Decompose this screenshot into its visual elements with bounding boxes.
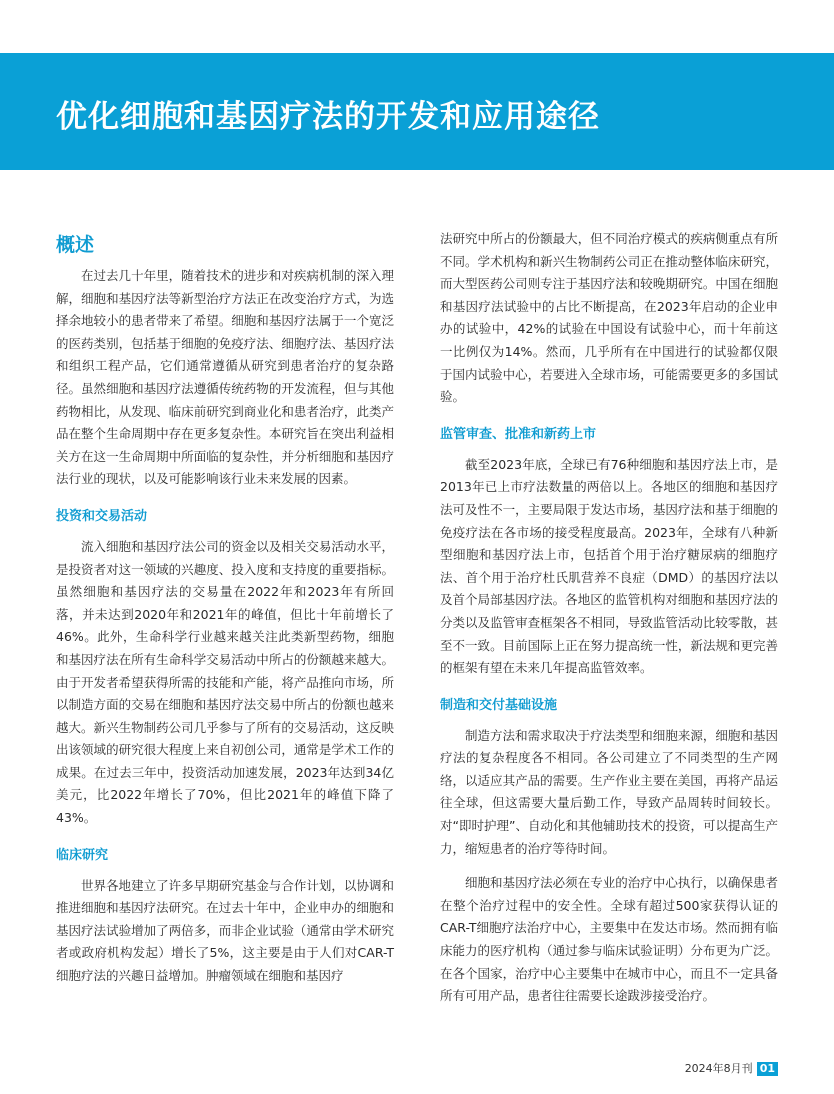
- page-footer: [685, 1060, 778, 1076]
- page-title: 优化细胞和基因疗法的开发和应用途径: [56, 99, 600, 135]
- investment-heading: 投资和交易活动: [56, 508, 148, 524]
- manufacturing-paragraph-2: 细胞和基因疗法必须在专业的治疗中心执行，以确保患者在整个治疗过程中的安全性。全球有超过500家获得认证的CAR-T细胞疗法治疗中心，主要集中在发达市场。然而拥有临床能力的医疗机构（通过参与临床试验证明）分布更为广泛。在各个国家，治疗中心主要集中在城市中心，而且不一定具备所有可用产品，患者往往需要长途跋涉接受治疗。: [440, 875, 778, 1004]
- manufacturing-paragraph-1: 制造方法和需求取决于疗法类型和细胞来源，细胞和基因疗法的复杂程度各不相同。各公司建立了不同类型的生产网络，以适应其产品的需要。生产作业主要在美国，再将产品运往全球，但这需要大量后勤工作，导致产品周转时间较长。对“即时护理”、自动化和其他辅助技术的投资，可以提高生产力，缩短患者的治疗等待时间。: [440, 727, 778, 856]
- title-banner: [0, 53, 834, 170]
- manufacturing-heading: 制造和交付基础设施: [440, 697, 558, 713]
- clinical-paragraph-continued: 法研究中所占的份额最大，但不同治疗模式的疾病侧重点有所不同。学术机构和新兴生物制药公司正在推动整体临床研究，而大型医药公司则专注于基因疗法和较晚期研究。中国在细胞和基因疗法试验中的占比不断提高，在2023年启动的企业申办的试验中，42%的试验在中国设有试验中心，而十年前这一比例仅为14%。然而，几乎所有在中国进行的试验都仅限于国内试验中心，若要进入全球市场，可能需要更多的多国试验。: [440, 231, 778, 405]
- clinical-paragraph: 世界各地建立了许多早期研究基金与合作计划，以协调和推进细胞和基因疗法研究。在过去十年中，企业申办的细胞和基因疗法试验增加了两倍多，而非企业试验（通常由学术研究者或政府机构发起）增长了5%，这主要是由于人们对CAR-T细胞疗法的兴趣日益增加。肿瘤领域在细胞和基因疗: [56, 877, 394, 984]
- overview-heading: 概述: [56, 234, 95, 256]
- investment-paragraph: 流入细胞和基因疗法公司的资金以及相关交易活动水平，是投资者对这一领域的兴趣度、投入度和支持度的重要指标。虽然细胞和基因疗法的交易量在2022年和2023年有所回落，并未达到2020年和2021年的峰值，但比十年前增长了46%。此外，生命科学行业越来越关注此类新型药物，细胞和基因疗法在所有生命科学交易活动中所占的份额越来越大。由于开发者希望获得所需的技能和产能，将产品推向市场，所以制造方面的交易在细胞和基因疗法交易中所占的份额也越来越大。新兴生物制药公司几乎参与了所有的交易活动，这反映出该领域的研究很大程度上来自初创公司，通常是学术工作的成果。在过去三年中，投资活动加速发展，2023年达到34亿美元，比2022年增长了70%，但比2021年的峰值下降了43%。: [56, 538, 394, 826]
- regulatory-paragraph: 截至2023年底，全球已有76种细胞和基因疗法上市，是2013年已上市疗法数量的两倍以上。各地区的细胞和基因疗法可及性不一，主要局限于发达市场，基因疗法和基于细胞的免疫疗法在各市场的接受程度最高。2023年，全球有八种新型细胞和基因疗法上市，包括首个用于治疗糖尿病的细胞疗法、首个用于治疗杜氏肌营养不良症（DMD）的基因疗法以及首个局部基因疗法。各地区的监管机构对细胞和基因疗法的分类以及监管审查框架各不相同，导致监管活动比较零散，甚至不一致。目前国际上正在努力提高统一性，新法规和更完善的框架有望在未来几年提高监管效率。: [440, 456, 778, 676]
- left-column: [56, 228, 394, 988]
- right-column: [440, 228, 778, 1008]
- clinical-heading: 临床研究: [56, 847, 109, 863]
- overview-paragraph: 在过去几十年里，随着技术的进步和对疾病机制的深入理解，细胞和基因疗法等新型治疗方法正在改变治疗方式，为选择余地较小的患者带来了希望。细胞和基因疗法属于一个宽泛的医药类别，包括基于细胞的免疫疗法、细胞疗法、基因疗法和组织工程产品，它们通常遵循从研究到患者治疗的复杂路径。虽然细胞和基因疗法遵循传统药物的开发流程，但与其他药物相比，从发现、临床前研究到商业化和患者治疗，此类产品在整个生命周期中存在更多复杂性。本研究旨在突出利益相关方在这一生命周期中所面临的复杂性，并分析细胞和基因疗法行业的现状，以及可能影响该行业未来发展的因素。: [56, 268, 394, 487]
- issue-date: 2024年8月刊: [684, 1062, 753, 1075]
- regulatory-heading: 监管审查、批准和新药上市: [440, 426, 597, 442]
- page-number: 01: [757, 1062, 778, 1076]
